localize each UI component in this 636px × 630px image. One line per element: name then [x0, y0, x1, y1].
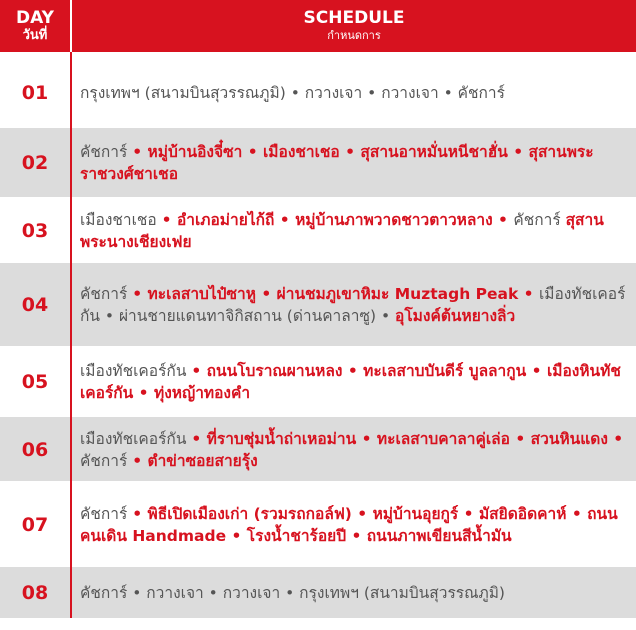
- day-number: 05: [21, 371, 49, 393]
- schedule-text: [80, 198, 628, 263]
- place-text: คัชการ์: [80, 451, 133, 470]
- schedule-text: [80, 58, 628, 128]
- table-row: [0, 417, 636, 482]
- table-row: [0, 482, 636, 567]
- schedule-rows: [0, 58, 636, 619]
- column-divider: [70, 561, 72, 619]
- day-number: 03: [21, 219, 49, 242]
- column-divider: [70, 52, 72, 128]
- row-separator: [0, 618, 636, 619]
- highlighted-place: • พิธีเปิดเมืองเก่า (รวมรถกอล์ฟ) • หมู่บ้านอุยกูร์ • มัสยิดอิดคาห์ • ถนนคนเดิน Handmade • โรงน้ำชาร้อยปี • ถนนภาพเขียนสีน้ำมัน: [80, 504, 618, 545]
- column-divider: [70, 476, 72, 567]
- table-row: [0, 263, 636, 347]
- place-text: กรุงเทพฯ (สนามบินสุวรรณภูมิ) • กวางเจา • กวางเจา • คัชการ์: [80, 84, 505, 102]
- highlighted-place: • ที่ราบชุ่มน้ำถ่าเหอม่าน • ทะเลสาบคาลาคู่เล่อ • สวนหินแดง •: [191, 429, 624, 448]
- day-header-th: วันที่: [22, 27, 48, 43]
- schedule-text: [80, 417, 628, 482]
- column-divider: [70, 411, 72, 482]
- schedule-column-header: [72, 0, 636, 52]
- place-text: เมืองทัชเคอร์กัน: [80, 429, 192, 448]
- table-row: [0, 58, 636, 128]
- place-text: เมืองทัชเคอร์กัน: [80, 362, 192, 380]
- column-divider: [70, 122, 72, 198]
- highlighted-place: • หมู่บ้านอิงจี๋ซา • เมืองชาเชอ • สุสานอาหมั่นหนีชาฮั่น • สุสานพระราชวงศ์ชาเชอ: [80, 143, 594, 183]
- place-text: เมืองชาเชอ: [80, 210, 162, 229]
- table-row: [0, 128, 636, 198]
- day-number: 04: [21, 294, 49, 316]
- schedule-text: [80, 482, 628, 567]
- day-number: 07: [21, 513, 49, 536]
- table-row: [0, 347, 636, 417]
- day-number: 01: [21, 82, 49, 104]
- highlighted-place: อุโมงค์ต้นหยางลิ่ว: [395, 307, 516, 325]
- place-text: คัชการ์ • กวางเจา • กวางเจา • กรุงเทพฯ (สนามบินสุวรรณภูมิ): [80, 584, 505, 602]
- schedule-header-th: กำหนดการ: [327, 29, 381, 42]
- schedule-text: [80, 128, 628, 198]
- table-header: [0, 0, 636, 52]
- highlighted-place: • ตำข่าซอยสายรุ้ง: [132, 451, 258, 470]
- place-text: คัชการ์: [80, 504, 133, 523]
- day-header-en: DAY: [16, 7, 54, 28]
- schedule-header-en: SCHEDULE: [303, 8, 405, 28]
- place-text: คัชการ์: [513, 210, 566, 229]
- place-text: เมืองทัชเคอร์กัน • ผ่านชายแดนทาจิกิสถาน (ด่านคาลาซู) •: [80, 285, 626, 325]
- day-number: 08: [21, 582, 49, 604]
- column-divider: [70, 257, 72, 347]
- table-row: [0, 567, 636, 619]
- table-row: [0, 198, 636, 263]
- highlighted-place: • อำเภอม่ายไก้ถี • หมู่บ้านภาพวาดชาวตาวหลาง •: [161, 210, 514, 229]
- day-column-header: [0, 0, 72, 52]
- schedule-text: [80, 263, 628, 347]
- day-number: 02: [21, 152, 49, 174]
- schedule-text: [80, 347, 628, 417]
- schedule-text: [80, 567, 628, 619]
- highlighted-place: • ทะเลสาบไป๋ซาหู • ผ่านชมภูเขาหิมะ Muztagh Peak •: [132, 285, 539, 303]
- place-text: คัชการ์: [80, 285, 133, 303]
- column-divider: [70, 341, 72, 417]
- highlighted-place: • ถนนโบราณผานหลง • ทะเลสาบบันดีร์ บูลลากูน • เมืองหินทัชเคอร์กัน • ทุ่งหญ้าทองคำ: [80, 362, 621, 402]
- place-text: คัชการ์: [80, 143, 133, 161]
- column-divider: [70, 192, 72, 263]
- day-number: 06: [21, 438, 49, 461]
- highlighted-place: สุสานพระนางเชียงเฟย: [80, 210, 604, 251]
